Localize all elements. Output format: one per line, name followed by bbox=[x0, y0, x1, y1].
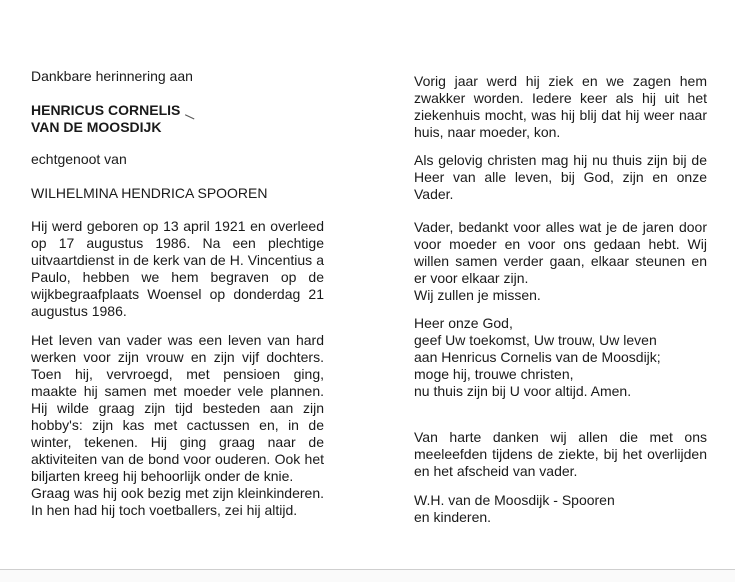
signature-line1: W.H. van de Moosdijk - Spooren bbox=[414, 492, 615, 508]
gratitude-paragraph bbox=[414, 219, 707, 304]
prayer-line: Heer onze God, bbox=[414, 315, 513, 331]
biography-paragraph-3: Graag was hij ook bezig met zijn kleinkinderen. In hen had hij toch voetballers, zei hij altijd. bbox=[31, 485, 324, 518]
spouse-label: echtgenoot van bbox=[31, 151, 127, 167]
deceased-name bbox=[31, 102, 324, 136]
signature-line2: en kinderen. bbox=[414, 509, 492, 525]
prayer-line: aan Henricus Cornelis van de Moosdijk; bbox=[414, 349, 661, 365]
prayer-line: moge hij, trouwe christen, bbox=[414, 366, 574, 382]
illness-paragraph: Vorig jaar werd hij ziek en we zagen hem zwakker worden. Iedere keer als hij uit het ziekenhuis mocht, was hij blij dat hij weer naar huis, naar moeder, kon. bbox=[414, 73, 707, 140]
gratitude-closing: Wij zullen je missen. bbox=[414, 287, 541, 303]
card-bottom-edge bbox=[0, 569, 735, 582]
biography-paragraph-2: Het leven van vader was een leven van hard werken voor zijn vrouw en zijn vijf dochters. Toen hij, vervroegd, met pensioen ging, maakte hij samen met moeder vele plannen. Hij wilde graag zijn tijd besteden aan zijn hobby's: zijn kas met cactussen en, in de winter, tekenen. Hij ging graag naar de aktiviteiten van de bond voor ouderen. Ook het biljarten kreeg hij behoorlijk onder de knie. bbox=[31, 332, 324, 484]
intro-text: Dankbare herinnering aan bbox=[31, 68, 193, 84]
prayer-line: nu thuis zijn bij U voor altijd. Amen. bbox=[414, 383, 632, 399]
prayer bbox=[414, 315, 707, 400]
deceased-name-line2: VAN DE MOOSDIJK bbox=[31, 119, 162, 135]
thanks-paragraph: Van harte danken wij allen die met ons meeleefden tijdens de ziekte, bij het overlijden en het afscheid van vader. bbox=[414, 429, 707, 479]
deceased-name-line1: HENRICUS CORNELIS bbox=[31, 102, 181, 118]
faith-paragraph: Als gelovig christen mag hij nu thuis zijn bij de Heer van alle leven, bij God, zijn en onze Vader. bbox=[414, 152, 707, 202]
spouse-name: WILHELMINA HENDRICA SPOOREN bbox=[31, 185, 268, 201]
signature bbox=[414, 492, 707, 526]
gratitude-text: Vader, bedankt voor alles wat je de jaren door voor moeder en voor ons gedaan hebt. Wij willen samen verder gaan, elkaar steunen en er voor elkaar zijn. bbox=[414, 219, 707, 286]
biography-paragraph-1: Hij werd geboren op 13 april 1921 en overleed op 17 augustus 1986. Na een plechtige uitvaartdienst in de kerk van de H. Vincentius a Paulo, hebben we hem begraven op de wijkbegraafplaats Woensel op donderdag 21 augustus 1986. bbox=[31, 218, 324, 319]
prayer-line: geef Uw toekomst, Uw trouw, Uw leven bbox=[414, 332, 657, 348]
